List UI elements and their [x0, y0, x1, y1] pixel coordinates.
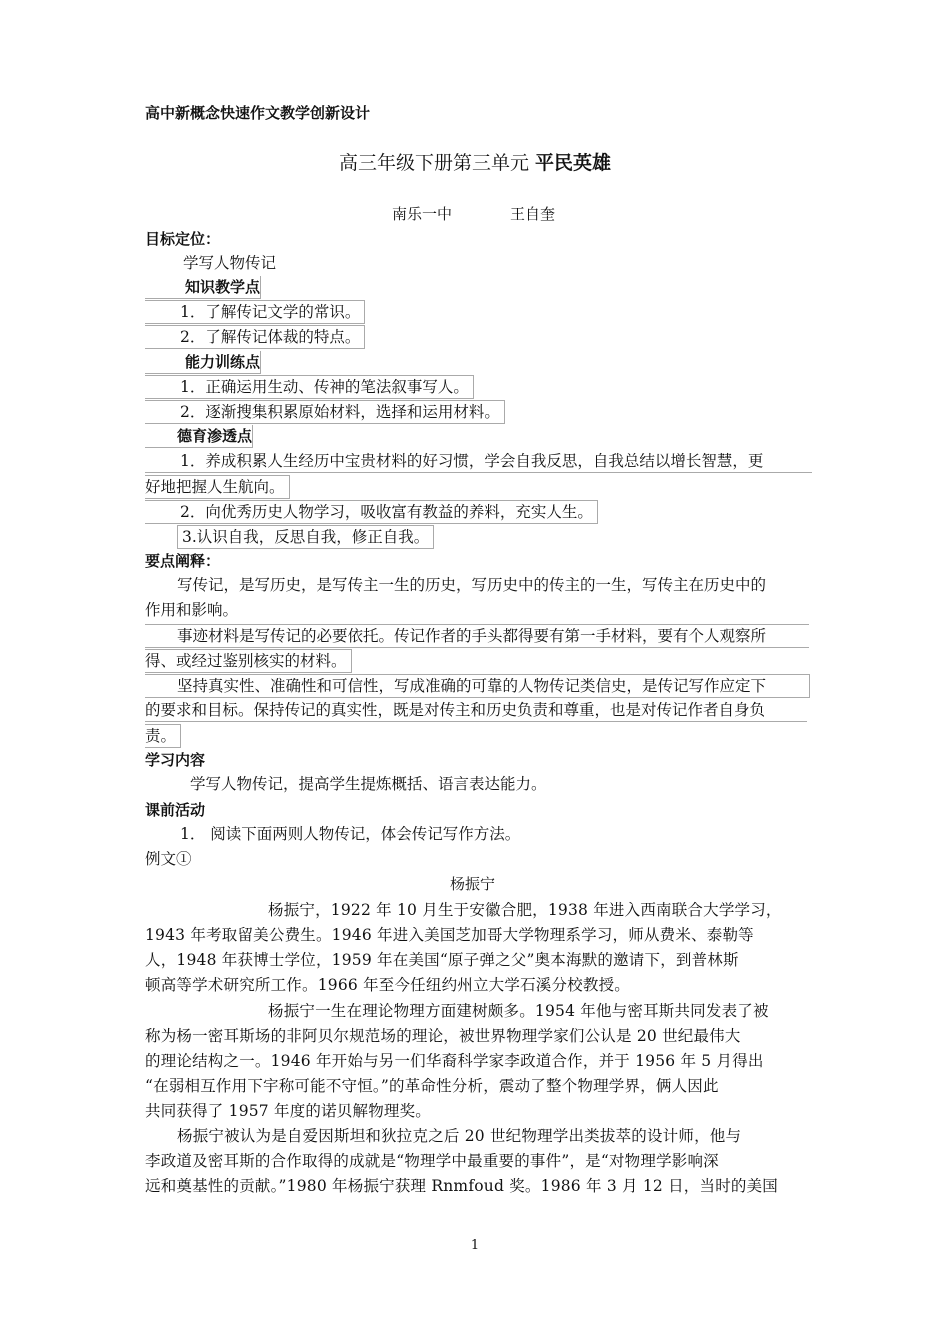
ability-item-2: 2．逐渐搜集积累原始材料，选择和运用材料。: [145, 400, 505, 424]
biography-line: 称为杨一密耳斯场的非阿贝尔规范场的理论，被世界物理学家们公认是 20 世纪最伟大: [145, 1027, 741, 1045]
knowledge-heading: 知识教学点: [145, 276, 261, 299]
moral-item-3: 3.认识自我，反思自我，修正自我。: [177, 525, 434, 549]
pre-class-heading: 课前活动: [145, 801, 206, 819]
pre-class-item-1: 1． 阅读下面两则人物传记，体会传记写作方法。: [180, 825, 521, 843]
moral-item-2: 2．向优秀历史人物学习，吸收富有教益的养料，充实人生。: [145, 500, 598, 524]
moral-item-1-line-2: 好地把握人生航向。: [145, 475, 290, 499]
ability-item-1: 1．正确运用生动、传神的笔法叙事写人。: [145, 375, 474, 399]
key-points-p2-line-1: 事迹材料是写传记的必要依托。传记作者的手头都得要有第一手材料，要有个人观察所: [145, 624, 809, 648]
biography-line: 李政道及密耳斯的合作取得的成就是“物理学中最重要的事件”，是“对物理学影响深: [145, 1152, 719, 1170]
biography-line: 顿高等学术研究所工作。1966 年至今任纽约州立大学石溪分校教授。: [145, 976, 630, 994]
goals-heading: 目标定位：: [145, 230, 221, 248]
page-number: 1: [470, 1238, 480, 1253]
example-label: 例文①: [145, 850, 192, 868]
key-points-p3-line-1: 坚持真实性、准确性和可信性，写成准确的可靠的人物传记类信史，是传记写作应定下: [145, 674, 810, 698]
unit-title-bold: 平民英雄: [535, 152, 612, 174]
unit-title-plain: 高三年级下册第三单元: [338, 152, 529, 174]
biography-line: 杨振宁一生在理论物理方面建树颇多。1954 年他与密耳斯共同发表了被: [268, 1002, 769, 1020]
key-points-heading: 要点阐释：: [145, 552, 221, 570]
biography-line: 人，1948 年获博士学位，1959 年在美国“原子弹之父”奥本海默的邀请下，到普林斯: [145, 951, 739, 969]
biography-line: 1943 年考取留美公费生。1946 年进入美国芝加哥大学物理系学习，师从费米、泰勒等: [145, 926, 754, 944]
author-name: 王自奎: [510, 205, 556, 223]
moral-heading: 德育渗透点: [145, 425, 253, 448]
biography-line: 杨振宁被认为是自爱因斯坦和狄拉克之后 20 世纪物理学出类拔萃的设计师，他与: [177, 1127, 742, 1145]
key-points-p1-line-1: 写传记，是写历史，是写传主一生的历史，写历史中的传主的一生，写传主在历史中的: [177, 576, 767, 594]
biography-line: “在弱相互作用下宇称可能不守恒。”的革命性分析，震动了整个物理学界，俩人因此: [145, 1077, 719, 1095]
goals-summary: 学写人物传记: [183, 254, 277, 272]
biography-title: 杨振宁: [450, 875, 496, 893]
unit-title: [0, 150, 950, 176]
biography-line: 远和奠基性的贡献。”1980 年杨振宁获理 Rnmfoud 奖。1986 年 3 月 12 日，当时的美国: [145, 1177, 778, 1195]
series-title: 高中新概念快速作文教学创新设计: [145, 104, 371, 122]
biography-line: 的理论结构之一。1946 年开始与另一们华裔科学家李政道合作，并于 1956 年 5 月得出: [145, 1052, 764, 1070]
study-heading: 学习内容: [145, 751, 206, 769]
study-text: 学写人物传记，提高学生提炼概括、语言表达能力。: [190, 775, 547, 793]
moral-item-1-line-1: 1．养成积累人生经历中宝贵材料的好习惯，学会自我反思，自我总结以增长智慧，更: [145, 450, 812, 473]
key-points-p1-line-2: 作用和影响。: [145, 601, 239, 619]
biography-line: 共同获得了 1957 年度的诺贝解物理奖。: [145, 1102, 432, 1120]
key-points-p3-line-3: 责。: [145, 724, 181, 748]
key-points-p3-line-2: 的要求和目标。保持传记的真实性，既是对传主和历史负责和尊重，也是对传记作者自身负: [145, 699, 807, 722]
biography-line: 杨振宁，1922 年 10 月生于安徽合肥，1938 年进入西南联合大学学习，: [268, 901, 782, 919]
ability-heading: 能力训练点: [145, 351, 261, 374]
knowledge-item-1: 1．了解传记文学的常识。: [145, 300, 365, 324]
knowledge-item-2: 2．了解传记体裁的特点。: [145, 325, 365, 349]
key-points-p2-line-2: 得、或经过鉴别核实的材料。: [145, 649, 352, 673]
school-name: 南乐一中: [392, 205, 453, 223]
